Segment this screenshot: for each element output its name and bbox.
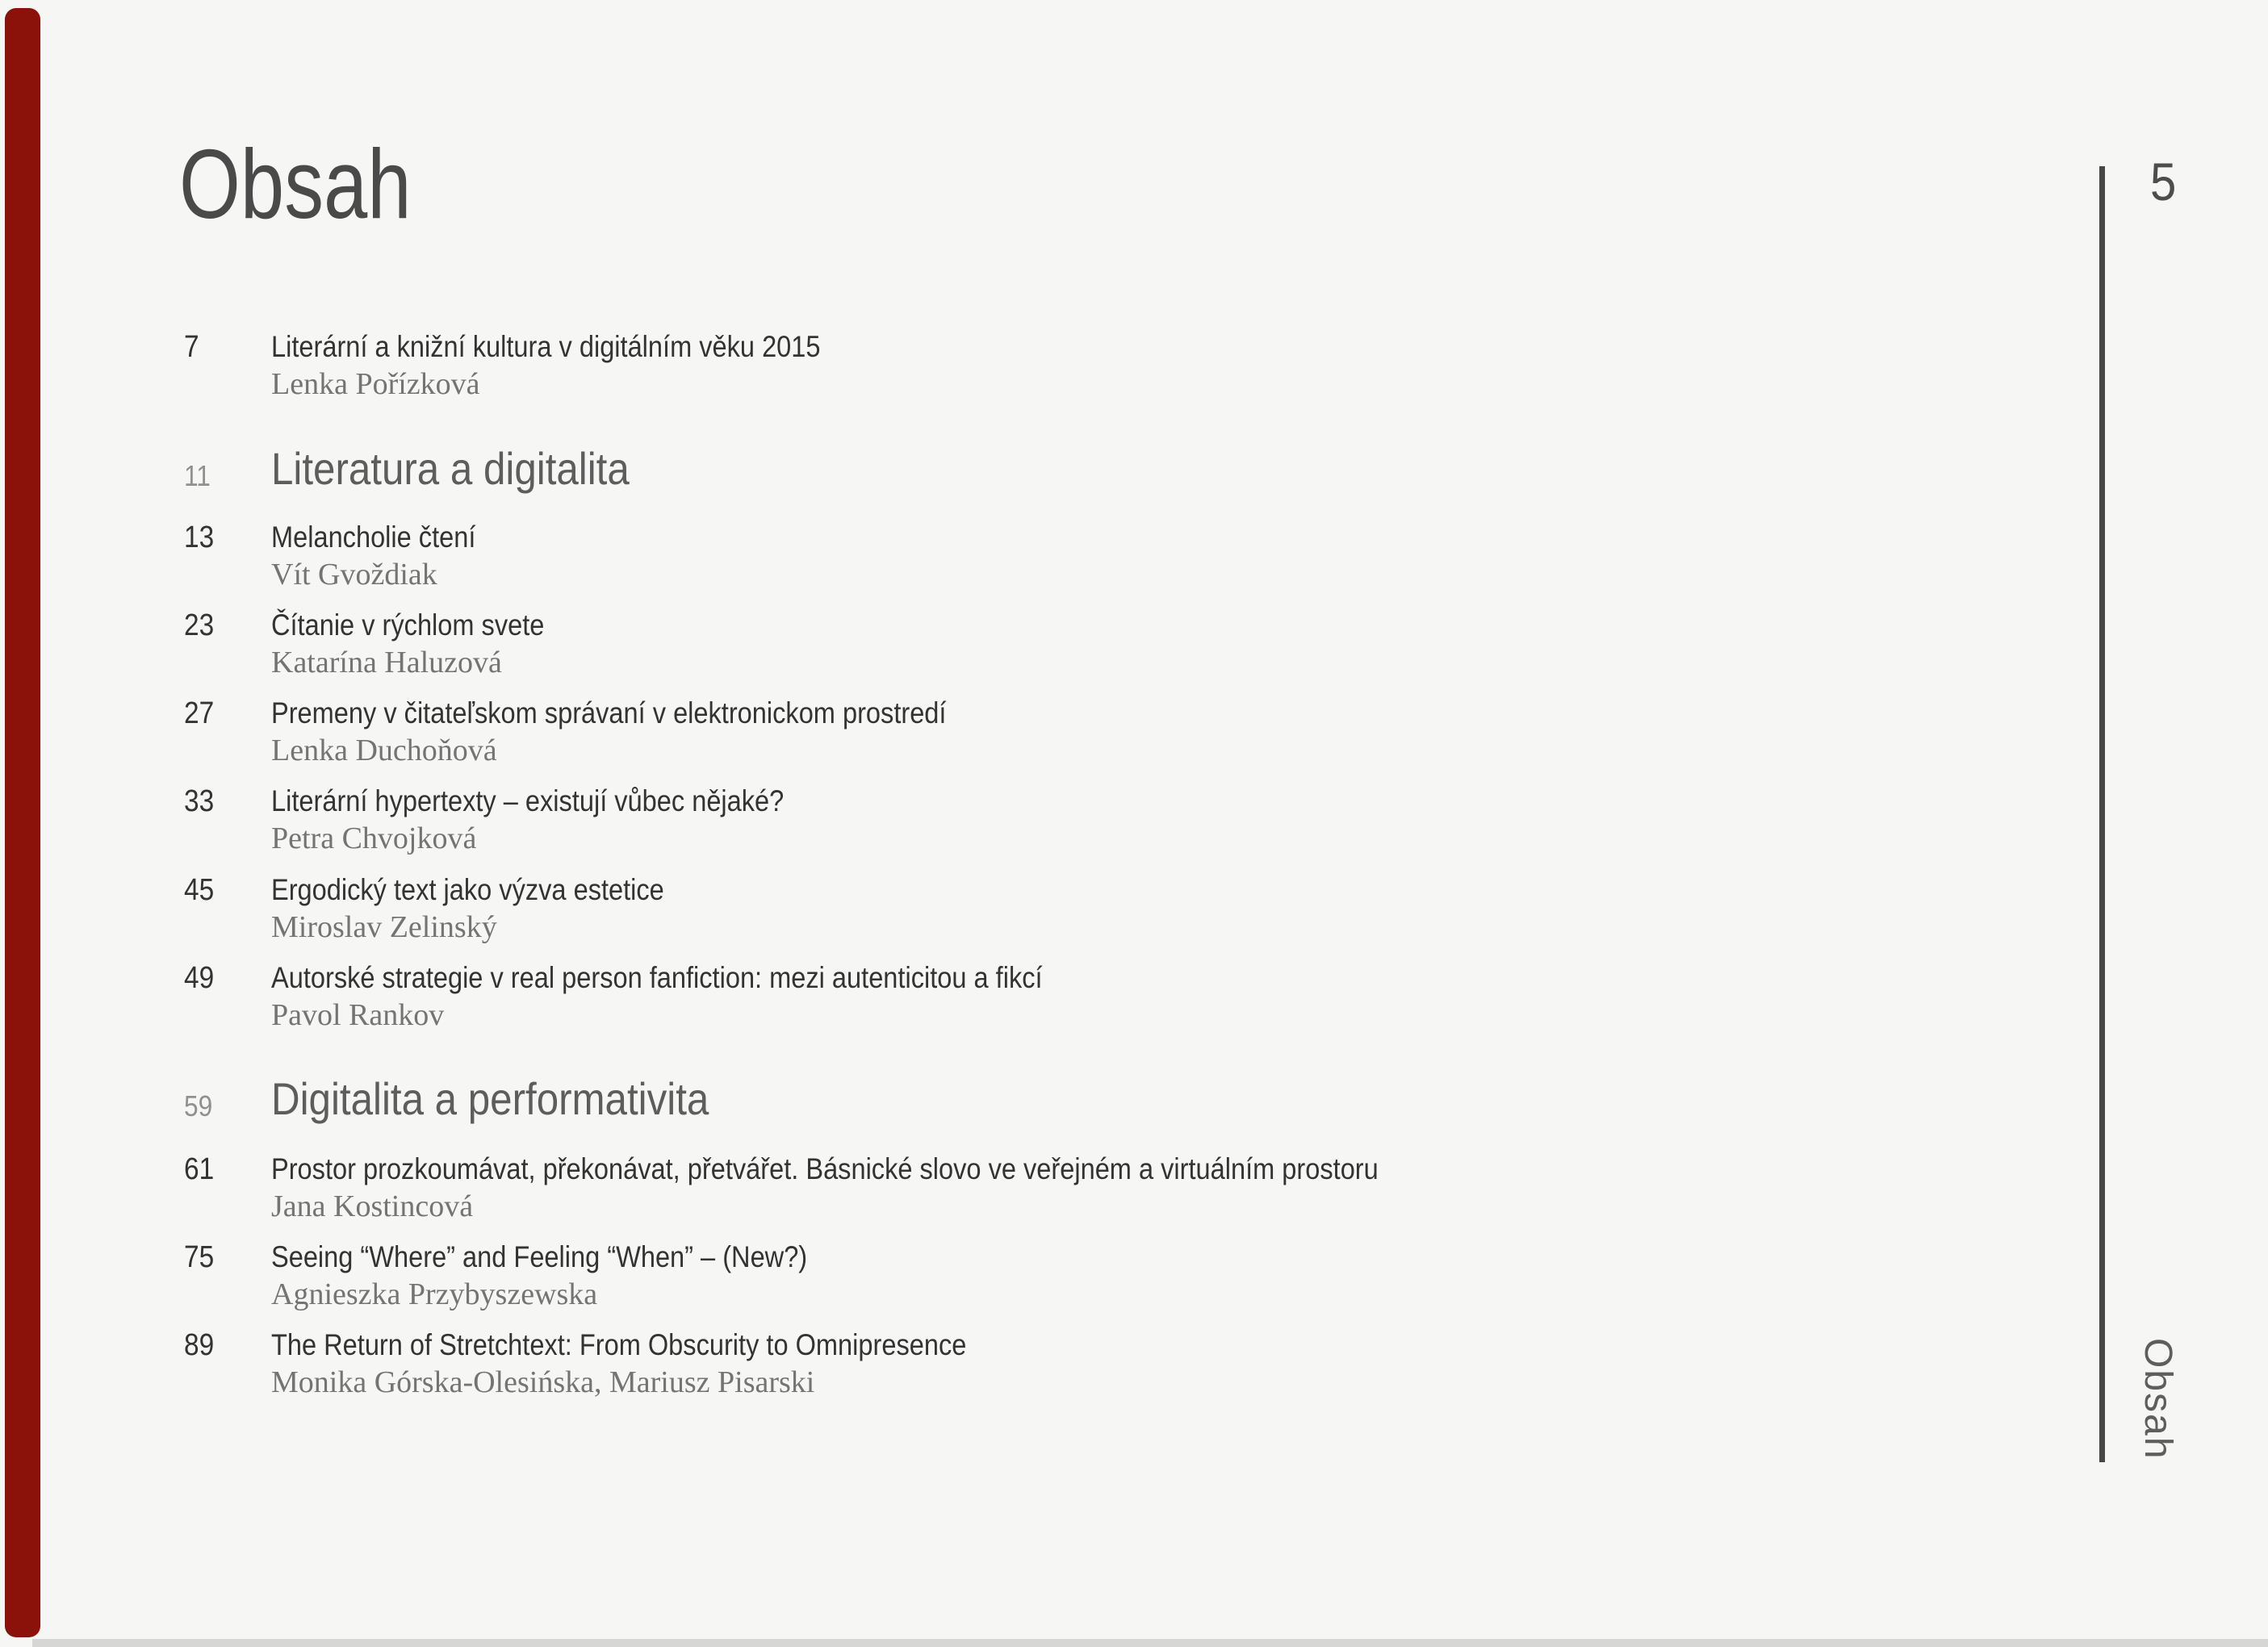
- toc-entry-title: Literární a knižní kultura v digitálním věku 2015: [271, 330, 821, 363]
- toc-entry-title: Melancholie čtení: [271, 520, 476, 554]
- toc-section-page-number: 59: [184, 1089, 213, 1122]
- vertical-chapter-label: Obsah: [2136, 1338, 2179, 1461]
- toc-entry-page-number: 75: [184, 1240, 215, 1274]
- toc-entry-page-number: 27: [184, 696, 215, 730]
- toc-entry-page-number: 33: [184, 784, 215, 818]
- toc-entry: [0, 960, 2018, 1034]
- toc-entry: [0, 1152, 2018, 1225]
- toc-entry-title: Autorské strategie v real person fanfiction: mezi autenticitou a fikcí: [271, 961, 1043, 994]
- toc-entry-authors: Lenka Pořízková: [271, 367, 480, 401]
- toc-entry-title: Prostor prozkoumávat, překonávat, přetvářet. Básnické slovo ve veřejném a virtuálním prostoru: [271, 1152, 1379, 1185]
- toc-section: [0, 442, 2018, 495]
- page-title: Obsah: [179, 129, 412, 239]
- toc-entry: [0, 329, 2018, 403]
- toc-entry-authors: Agnieszka Przybyszewska: [271, 1277, 598, 1311]
- toc-entry-page-number: 13: [184, 520, 215, 554]
- toc-entry-page-number: 61: [184, 1152, 215, 1186]
- toc-entry-authors: Pavol Rankov: [271, 998, 445, 1032]
- toc-entry: [0, 520, 2018, 593]
- toc-section-title: Literatura a digitalita: [271, 443, 630, 494]
- toc-entry-authors: Monika Górska-Olesińska, Mariusz Pisarski: [271, 1365, 815, 1399]
- toc-entry-authors: Katarína Haluzová: [271, 646, 502, 679]
- toc-entry: [0, 1327, 2018, 1401]
- toc-entry-page-number: 7: [184, 330, 199, 364]
- toc-entry-authors: Lenka Duchoňová: [271, 734, 497, 767]
- toc-entry-title: Literární hypertexty – existují vůbec nějaké?: [271, 784, 785, 817]
- toc-section: [0, 1072, 2018, 1126]
- toc-section-title: Digitalita a performativita: [271, 1073, 709, 1124]
- folio-number: 5: [2150, 152, 2177, 211]
- folio-rule: [2099, 166, 2105, 1462]
- toc-entry-authors: Miroslav Zelinský: [271, 910, 497, 944]
- toc-entry: [0, 872, 2018, 946]
- scan-bottom-edge: [32, 1639, 2268, 1647]
- toc-entry-title: The Return of Stretchtext: From Obscurity to Omnipresence: [271, 1328, 967, 1361]
- toc-entry-authors: Vít Gvoždiak: [271, 558, 437, 591]
- toc-entry-page-number: 23: [184, 608, 215, 642]
- toc-entry-title: Ergodický text jako výzva estetice: [271, 873, 664, 906]
- toc-entry: [0, 696, 2018, 769]
- toc-entry-authors: Jana Kostincová: [271, 1189, 474, 1223]
- toc-entry-page-number: 45: [184, 873, 215, 907]
- toc-entry: [0, 608, 2018, 681]
- toc-entry-page-number: 89: [184, 1328, 215, 1362]
- toc-entry-title: Seeing “Where” and Feeling “When” – (New?): [271, 1240, 808, 1273]
- toc-entry-title: Čítanie v rýchlom svete: [271, 608, 545, 642]
- toc-entry-page-number: 49: [184, 961, 215, 995]
- toc-entry-title: Premeny v čitateľskom správaní v elektronickom prostredí: [271, 696, 947, 729]
- toc-entry: [0, 784, 2018, 857]
- toc-section-page-number: 11: [184, 459, 211, 492]
- toc-entry-authors: Petra Chvojková: [271, 821, 477, 855]
- toc-entry: [0, 1239, 2018, 1313]
